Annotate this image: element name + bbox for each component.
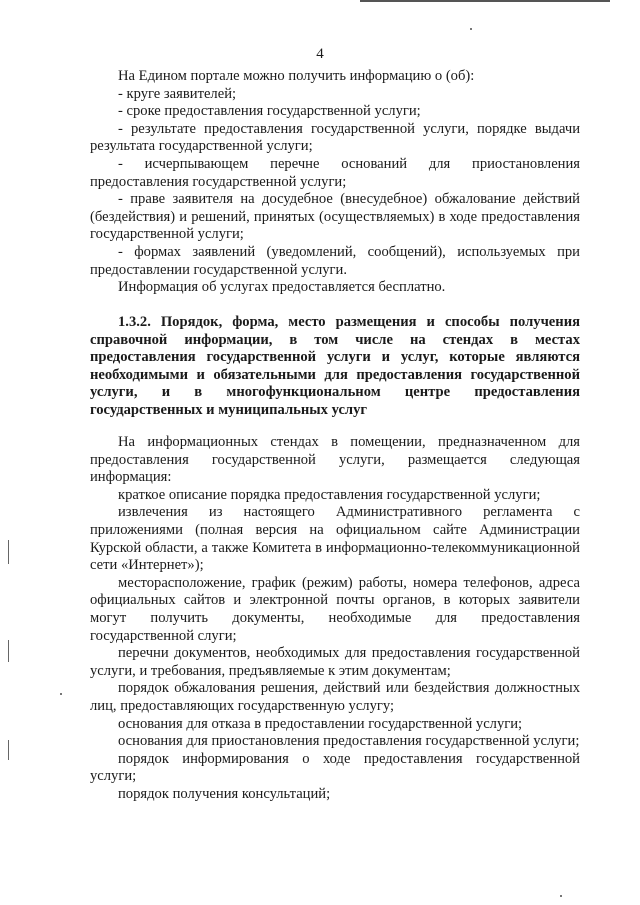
scan-edge-mark <box>8 640 9 662</box>
scan-dot <box>60 693 62 695</box>
scan-dot <box>560 895 562 897</box>
list-item: основания для отказа в предоставлении государственной услуги; <box>118 715 523 732</box>
list-item: - формах заявлений (уведомлений, сообщений), используемых при предоставлении государственной услуги. <box>90 243 580 278</box>
stand-info-section <box>90 434 580 803</box>
list-item: порядок обжалования решения, действий или бездействия должностных лиц, предоставляющих государственную услугу; <box>90 680 580 714</box>
list-item: - результате предоставления государственной услуги, порядке выдачи результата государственной услуги; <box>90 120 580 155</box>
portal-info-section <box>90 68 580 297</box>
list-item: - сроке предоставления государственной услуги; <box>118 103 421 120</box>
paragraph: На Едином портале можно получить информацию о (об): <box>118 68 475 84</box>
paragraph: На информационных стендах в помещении, предназначенном для предоставления государственной услуги, размещается следующая информация: <box>90 434 580 486</box>
list-item: месторасположение, график (режим) работы, номера телефонов, адреса официальных сайтов и электронной почты органов, в которых заявители могут получить документы, необходимые для предоставления государственной слуги; <box>90 574 580 644</box>
list-item: извлечения из настоящего Административного регламента с приложениями (полная версия на официальном сайте Администрации Курской области, а также Комитета в информационно-телекоммуникационной сети «Интернет»); <box>90 504 580 574</box>
list-item: - праве заявителя на досудебное (внесудебное) обжалование действий (бездействия) и решений, принятых (осуществляемых) в ходе предоставления государственной услуги; <box>90 191 580 243</box>
scan-edge-mark <box>8 740 9 760</box>
list-item: основания для приостановления предоставления государственной услуги; <box>118 733 580 750</box>
heading-1-3-2: 1.3.2. Порядок, форма, место размещения и способы получения справочной информации, в том числе на стендах в местах предоставления государственной услуги и услуг, которые являются необходимыми и обязательными для предоставления государственной услуги, и в многофункциональном центре предоставления государственных и муниципальных услуг <box>90 314 580 418</box>
page-number: 4 <box>316 46 324 62</box>
list-item: краткое описание порядка предоставления государственной услуги; <box>118 486 541 503</box>
list-item: - исчерпывающем перечне оснований для приостановления предоставления государственной услуги; <box>90 155 580 190</box>
scan-artifact-line <box>360 0 610 2</box>
list-item: порядок получения консультаций; <box>118 785 331 802</box>
scan-edge-mark <box>8 540 9 564</box>
paragraph: Информация об услугах предоставляется бесплатно. <box>118 279 446 296</box>
list-item: перечни документов, необходимых для предоставления государственной услуги, и требования, предъявляемые к этим документам; <box>90 645 580 679</box>
section-heading <box>90 314 580 420</box>
list-item: порядок информирования о ходе предоставления государственной услуги; <box>90 750 580 785</box>
list-item: - круге заявителей; <box>118 85 237 102</box>
scan-dot <box>470 28 472 30</box>
